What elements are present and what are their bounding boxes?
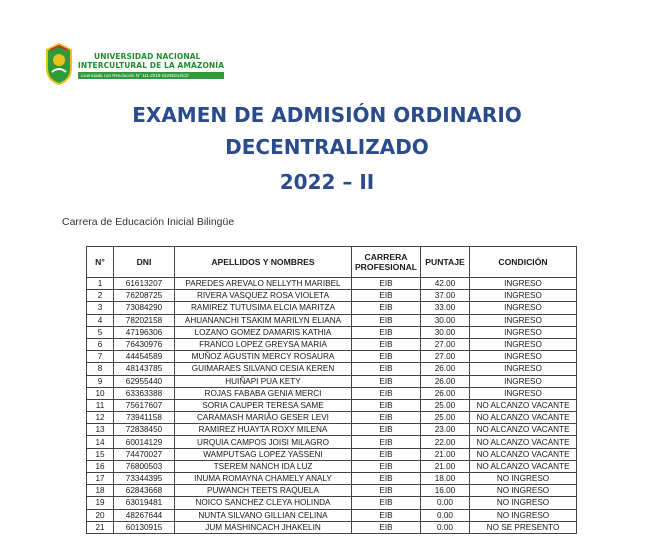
cell-dni: 73941158 bbox=[114, 412, 175, 424]
cell-name: MUÑOZ AGUSTIN MERCY ROSAURA bbox=[175, 351, 352, 363]
cell-dni: 76208725 bbox=[114, 290, 175, 302]
cell-condition: NO SE PRESENTO bbox=[470, 521, 577, 533]
cell-num: 12 bbox=[87, 412, 114, 424]
cell-career: EIB bbox=[352, 521, 421, 533]
cell-dni: 73084290 bbox=[114, 302, 175, 314]
cell-condition: NO INGRESO bbox=[470, 497, 577, 509]
cell-dni: 62843668 bbox=[114, 485, 175, 497]
cell-dni: 44454589 bbox=[114, 351, 175, 363]
cell-dni: 47196306 bbox=[114, 326, 175, 338]
cell-score: 22.00 bbox=[421, 436, 470, 448]
cell-name: JUM MASHINCACH JHAKELIN bbox=[175, 521, 352, 533]
cell-career: EIB bbox=[352, 485, 421, 497]
cell-dni: 62955440 bbox=[114, 375, 175, 387]
cell-career: EIB bbox=[352, 424, 421, 436]
cell-condition: INGRESO bbox=[470, 302, 577, 314]
cell-dni: 60130915 bbox=[114, 521, 175, 533]
table-row bbox=[87, 509, 577, 521]
cell-condition: INGRESO bbox=[470, 375, 577, 387]
cell-career: EIB bbox=[352, 314, 421, 326]
cell-num: 11 bbox=[87, 399, 114, 411]
cell-condition: INGRESO bbox=[470, 351, 577, 363]
cell-name: WAMPUTSAG LOPEZ YASSENI bbox=[175, 448, 352, 460]
university-emblem-icon bbox=[44, 42, 74, 86]
cell-num: 5 bbox=[87, 326, 114, 338]
cell-condition: NO INGRESO bbox=[470, 485, 577, 497]
cell-condition: INGRESO bbox=[470, 314, 577, 326]
cell-score: 30.00 bbox=[421, 326, 470, 338]
cell-name: AHUANANCHI TSAKIM MARILYN ELIANA bbox=[175, 314, 352, 326]
cell-dni: 76430976 bbox=[114, 338, 175, 350]
cell-condition: NO ALCANZO VACANTE bbox=[470, 399, 577, 411]
cell-career: EIB bbox=[352, 497, 421, 509]
header-condition: CONDICIÓN bbox=[470, 247, 577, 278]
cell-career: EIB bbox=[352, 302, 421, 314]
results-table bbox=[86, 246, 577, 534]
cell-num: 16 bbox=[87, 460, 114, 472]
cell-name: GUIMARAES SILVANO CESIA KEREN bbox=[175, 363, 352, 375]
header-career-line2: PROFESIONAL bbox=[354, 262, 418, 272]
cell-score: 0.00 bbox=[421, 509, 470, 521]
title-line1: EXAMEN DE ADMISIÓN ORDINARIO bbox=[132, 103, 522, 127]
cell-career: EIB bbox=[352, 473, 421, 485]
university-name-line2: INTERCULTURAL DE LA AMAZONÍA bbox=[78, 61, 225, 70]
cell-dni: 61613207 bbox=[114, 278, 175, 290]
cell-num: 13 bbox=[87, 424, 114, 436]
cell-dni: 60014129 bbox=[114, 436, 175, 448]
cell-num: 17 bbox=[87, 473, 114, 485]
cell-condition: INGRESO bbox=[470, 387, 577, 399]
cell-score: 0.00 bbox=[421, 497, 470, 509]
cell-num: 15 bbox=[87, 448, 114, 460]
cell-dni: 48267644 bbox=[114, 509, 175, 521]
table-row bbox=[87, 338, 577, 350]
table-row bbox=[87, 363, 577, 375]
cell-dni: 63363388 bbox=[114, 387, 175, 399]
cell-dni: 78202158 bbox=[114, 314, 175, 326]
license-strip: Licenciada con Resolución N° 111-2019-SUNEDU/CD bbox=[78, 72, 224, 79]
table-row bbox=[87, 351, 577, 363]
cell-name: TSEREM NANCH IDA LUZ bbox=[175, 460, 352, 472]
cell-condition: INGRESO bbox=[470, 290, 577, 302]
header-num: N° bbox=[87, 247, 114, 278]
cell-score: 26.00 bbox=[421, 375, 470, 387]
cell-num: 6 bbox=[87, 338, 114, 350]
table-row bbox=[87, 448, 577, 460]
cell-score: 27.00 bbox=[421, 338, 470, 350]
header-career bbox=[352, 247, 421, 278]
table-row bbox=[87, 521, 577, 533]
cell-career: EIB bbox=[352, 338, 421, 350]
cell-score: 26.00 bbox=[421, 363, 470, 375]
cell-career: EIB bbox=[352, 412, 421, 424]
cell-career: EIB bbox=[352, 351, 421, 363]
cell-score: 16.00 bbox=[421, 485, 470, 497]
table-row bbox=[87, 497, 577, 509]
table-row bbox=[87, 302, 577, 314]
cell-num: 2 bbox=[87, 290, 114, 302]
cell-score: 37.00 bbox=[421, 290, 470, 302]
cell-name: NUNTA SILVANO GILLIAN CELINA bbox=[175, 509, 352, 521]
cell-score: 21.00 bbox=[421, 448, 470, 460]
cell-score: 42.00 bbox=[421, 278, 470, 290]
cell-num: 4 bbox=[87, 314, 114, 326]
cell-condition: NO INGRESO bbox=[470, 509, 577, 521]
cell-score: 18.00 bbox=[421, 473, 470, 485]
table-row bbox=[87, 485, 577, 497]
cell-condition: INGRESO bbox=[470, 363, 577, 375]
cell-career: EIB bbox=[352, 448, 421, 460]
cell-num: 7 bbox=[87, 351, 114, 363]
cell-career: EIB bbox=[352, 399, 421, 411]
cell-score: 33.00 bbox=[421, 302, 470, 314]
table-row bbox=[87, 436, 577, 448]
table-row bbox=[87, 412, 577, 424]
cell-num: 8 bbox=[87, 363, 114, 375]
cell-num: 18 bbox=[87, 485, 114, 497]
cell-num: 10 bbox=[87, 387, 114, 399]
cell-name: URQUIA CAMPOS JOISI MILAGRO bbox=[175, 436, 352, 448]
table-row bbox=[87, 473, 577, 485]
table-row bbox=[87, 314, 577, 326]
cell-condition: NO ALCANZO VACANTE bbox=[470, 460, 577, 472]
cell-name: CARAMASH MARIÃO GESER LEVI bbox=[175, 412, 352, 424]
university-logo bbox=[44, 42, 224, 86]
cell-name: NOICO SANCHEZ CLEYA HOLINDA bbox=[175, 497, 352, 509]
cell-num: 21 bbox=[87, 521, 114, 533]
cell-career: EIB bbox=[352, 326, 421, 338]
table-row bbox=[87, 290, 577, 302]
title-line2: DECENTRALIZADO bbox=[225, 135, 429, 159]
cell-career: EIB bbox=[352, 387, 421, 399]
cell-score: 26.00 bbox=[421, 387, 470, 399]
career-heading: Carrera de Educación Inicial Bilingüe bbox=[62, 216, 235, 228]
cell-name: PUWANCH TEETS RAQUELA bbox=[175, 485, 352, 497]
cell-score: 25.00 bbox=[421, 399, 470, 411]
cell-condition: INGRESO bbox=[470, 278, 577, 290]
cell-condition: NO ALCANZO VACANTE bbox=[470, 412, 577, 424]
cell-career: EIB bbox=[352, 363, 421, 375]
cell-career: EIB bbox=[352, 460, 421, 472]
cell-score: 23.00 bbox=[421, 424, 470, 436]
table-row bbox=[87, 387, 577, 399]
cell-dni: 74470027 bbox=[114, 448, 175, 460]
university-name-line1: UNIVERSIDAD NACIONAL bbox=[94, 52, 201, 61]
cell-dni: 63019481 bbox=[114, 497, 175, 509]
cell-score: 21.00 bbox=[421, 460, 470, 472]
cell-dni: 76800503 bbox=[114, 460, 175, 472]
table-row bbox=[87, 375, 577, 387]
cell-score: 25.00 bbox=[421, 412, 470, 424]
cell-score: 27.00 bbox=[421, 351, 470, 363]
cell-condition: INGRESO bbox=[470, 326, 577, 338]
cell-condition: INGRESO bbox=[470, 338, 577, 350]
cell-score: 0.00 bbox=[421, 521, 470, 533]
cell-condition: NO ALCANZO VACANTE bbox=[470, 424, 577, 436]
cell-name: RIVERA VASQUEZ ROSA VIOLETA bbox=[175, 290, 352, 302]
cell-name: PAREDES AREVALO NELLYTH MARIBEL bbox=[175, 278, 352, 290]
cell-num: 19 bbox=[87, 497, 114, 509]
table-row bbox=[87, 399, 577, 411]
cell-condition: NO ALCANZO VACANTE bbox=[470, 448, 577, 460]
header-dni: DNI bbox=[114, 247, 175, 278]
cell-name: SORIA CAUPER TERESA SAME bbox=[175, 399, 352, 411]
table-row bbox=[87, 278, 577, 290]
cell-dni: 73344395 bbox=[114, 473, 175, 485]
table-row bbox=[87, 424, 577, 436]
title-line3: 2022 – II bbox=[279, 170, 375, 194]
cell-name: HUIÑAPI PUA KETY bbox=[175, 375, 352, 387]
cell-condition: NO ALCANZO VACANTE bbox=[470, 436, 577, 448]
cell-name: RAMIREZ HUAYTA ROXY MILENA bbox=[175, 424, 352, 436]
header-score: PUNTAJE bbox=[421, 247, 470, 278]
cell-num: 14 bbox=[87, 436, 114, 448]
cell-dni: 48143785 bbox=[114, 363, 175, 375]
cell-name: INUMA ROMAYNA CHAMELY ANALY bbox=[175, 473, 352, 485]
cell-career: EIB bbox=[352, 436, 421, 448]
cell-num: 1 bbox=[87, 278, 114, 290]
cell-name: LOZANO GOMEZ DAMARIS KATHIA bbox=[175, 326, 352, 338]
cell-dni: 75617607 bbox=[114, 399, 175, 411]
table-row bbox=[87, 460, 577, 472]
table-row bbox=[87, 326, 577, 338]
cell-num: 9 bbox=[87, 375, 114, 387]
cell-career: EIB bbox=[352, 290, 421, 302]
cell-career: EIB bbox=[352, 375, 421, 387]
header-names: APELLIDOS Y NOMBRES bbox=[175, 247, 352, 278]
cell-num: 3 bbox=[87, 302, 114, 314]
cell-dni: 72838450 bbox=[114, 424, 175, 436]
cell-career: EIB bbox=[352, 278, 421, 290]
cell-num: 20 bbox=[87, 509, 114, 521]
cell-condition: NO INGRESO bbox=[470, 473, 577, 485]
cell-career: EIB bbox=[352, 509, 421, 521]
cell-name: FRANCO LOPEZ GREYSA MARIA bbox=[175, 338, 352, 350]
cell-name: ROJAS FABABA GENIA MERCI bbox=[175, 387, 352, 399]
table-header-row bbox=[87, 247, 577, 278]
header-career-line1: CARRERA bbox=[364, 252, 408, 262]
cell-name: RAMIREZ TUTUSIMA ELCIA MARITZA bbox=[175, 302, 352, 314]
cell-score: 30.00 bbox=[421, 314, 470, 326]
